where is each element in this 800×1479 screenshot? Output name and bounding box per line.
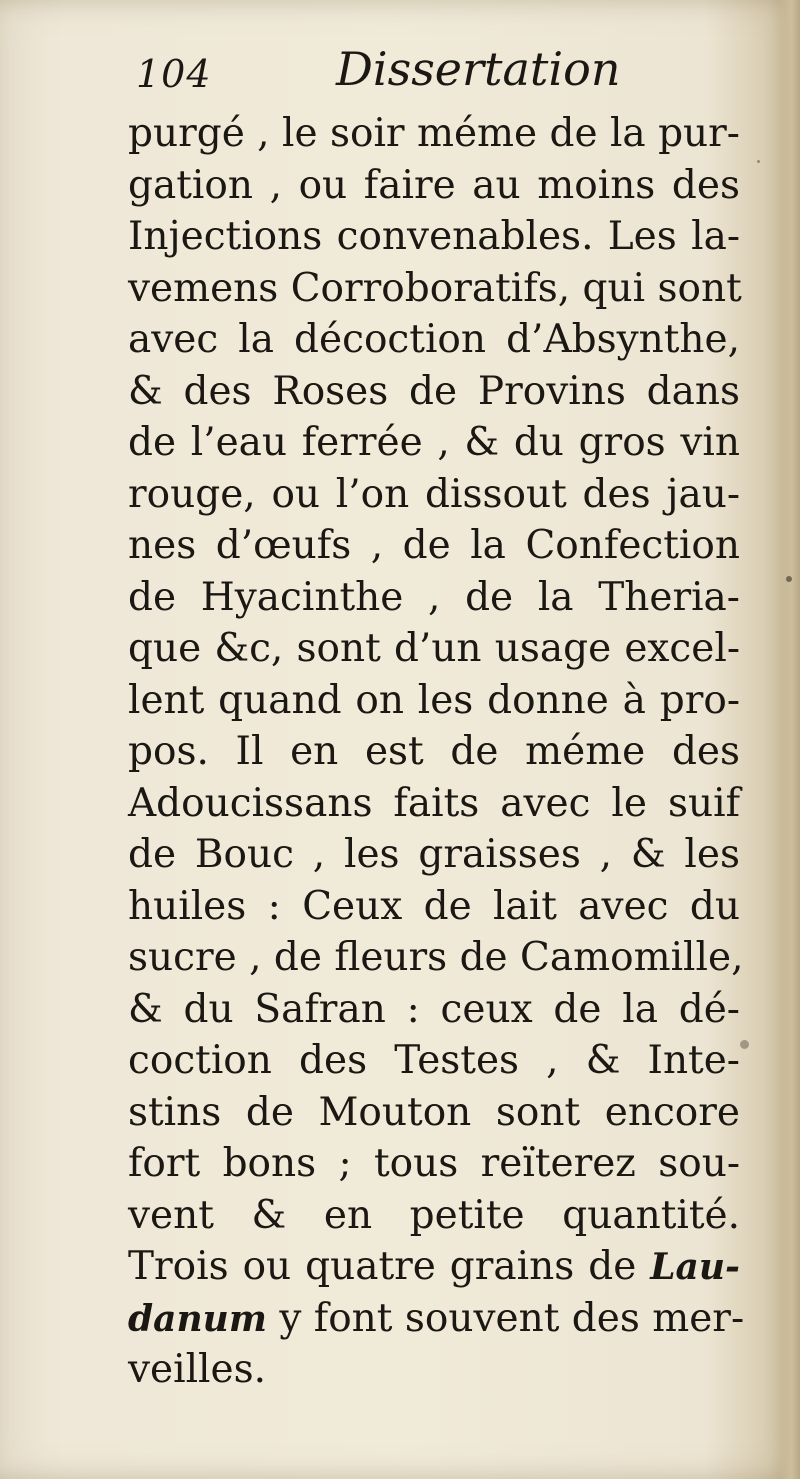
page-number: 104 xyxy=(136,52,212,96)
text-line: coction des Testes , & Inte- xyxy=(128,1038,740,1083)
text-line: gation , ou faire au moins des xyxy=(128,162,740,208)
text-line: Injections convenables. Les la- xyxy=(128,214,740,259)
text-line: que &c, sont d’un usage excel- xyxy=(128,626,740,671)
text-line: huiles : Ceux de lait avec du xyxy=(128,883,740,929)
text-line: nes d’œufs , de la Confection xyxy=(128,523,740,568)
text-line: purgé , le soir méme de la pur- xyxy=(128,111,740,156)
text-line: veilles. xyxy=(128,1347,267,1392)
text-line: & du Safran : ceux de la dé- xyxy=(128,986,740,1032)
text-line: de Hyacinthe , de la Theria- xyxy=(128,574,740,620)
text-line: & des Roses de Provins dans xyxy=(128,368,740,414)
running-title: Dissertation xyxy=(336,42,621,96)
text-line: lent quand on les donne à pro- xyxy=(128,677,740,723)
italic-word: danum xyxy=(128,1297,267,1340)
body-text xyxy=(128,108,745,1396)
text-line: pos. Il en est de méme des xyxy=(128,729,740,774)
text-line: avec la décoction d’Absynthe, xyxy=(128,317,740,362)
ink-speck xyxy=(786,576,792,582)
ink-speck xyxy=(757,160,760,163)
text-line: Adoucissans faits avec le suif xyxy=(128,780,740,826)
text-line: rouge, ou l’on dissout des jau- xyxy=(128,471,740,517)
text-line: fort bons ; tous reïterez sou- xyxy=(128,1141,740,1186)
text-line: stins de Mouton sont encore xyxy=(128,1089,740,1135)
text-line: vent & en petite quantité. xyxy=(128,1192,740,1238)
text-line: sucre , de fleurs de Camomille, xyxy=(128,935,744,980)
page-edge xyxy=(778,0,800,1479)
text-run: y font souvent des mer- xyxy=(266,1295,745,1341)
text-line: de l’eau ferrée , & du gros vin xyxy=(128,420,740,465)
text-line: vemens Corroboratifs, qui sont xyxy=(128,265,742,311)
text-line xyxy=(128,1241,740,1293)
italic-word: Lau- xyxy=(650,1246,740,1288)
text-run: Trois ou quatre grains de xyxy=(128,1244,651,1289)
ink-speck xyxy=(740,1040,749,1049)
page-header xyxy=(136,42,736,98)
text-line xyxy=(128,1293,745,1345)
text-line: de Bouc , les graisses , & les xyxy=(128,832,740,877)
